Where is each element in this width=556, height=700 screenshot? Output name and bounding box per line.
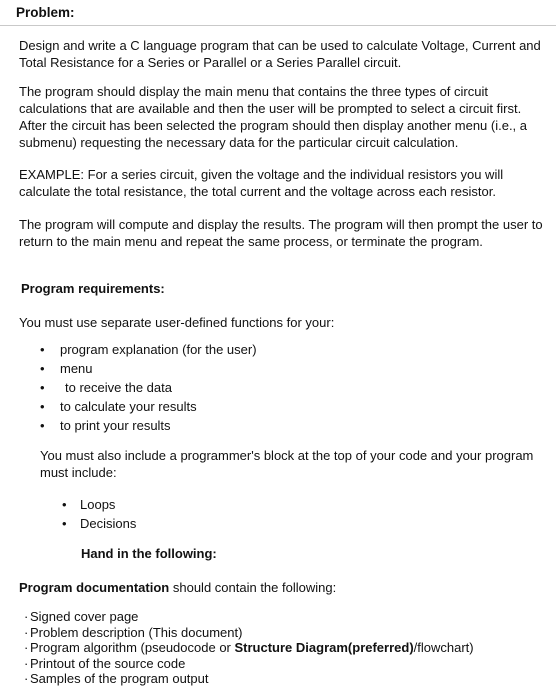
bullet-icon: · [24,671,29,686]
list-item: • menu [40,361,93,376]
list-item: · Program algorithm (pseudocode or Structure Diagram(preferred)/flowchart) [24,640,474,655]
requirements-heading: Program requirements: [21,281,165,296]
bullet-icon: · [24,655,29,671]
requirements-intro: You must use separate user-defined functions for your: [19,315,335,330]
function-list [40,340,500,435]
bullet-icon: • [40,399,45,414]
bullet-icon: • [62,497,67,512]
must-include-list [62,495,362,533]
bullet-icon: · [24,624,29,640]
paragraph-menu: The program should display the main menu that contains the three types of circuit calculations that are available and then the user will be prompted to select a circuit first. After the circuit has been selected the program should then display another menu (i.e., a submenu) requesting the necessary data for the particular circuit calculation. [19,84,528,150]
documentation-rest: should contain the following: [169,580,337,595]
list-item: · Signed cover page [24,609,139,624]
bullet-icon: · [24,609,29,624]
problem-heading: Problem: [16,5,75,20]
list-item: • to calculate your results [40,399,197,414]
bullet-icon: • [40,342,45,357]
list-item: · Samples of the program output [24,671,209,686]
documentation-list [24,609,544,687]
list-item: · Printout of the source code [24,655,186,671]
list-item: • to receive the data [40,380,172,395]
list-item: · Problem description (This document) [24,624,243,640]
bullet-icon: • [62,516,67,531]
documentation-line [19,579,336,596]
bullet-icon: • [40,361,45,376]
bullet-icon: • [40,418,45,433]
list-item: • to print your results [40,418,171,433]
hand-in-heading: Hand in the following: [81,546,217,561]
list-item: • Decisions [62,516,137,531]
list-item: • program explanation (for the user) [40,342,257,357]
bullet-icon: · [24,640,29,655]
paragraph-example: EXAMPLE: For a series circuit, given the voltage and the individual resistors you will calculate the total resistance, the total current and the voltage across each resistor. [19,167,504,199]
programmer-block-text: You must also include a programmer's block at the top of your code and your program must include: [40,448,534,480]
documentation-bold: Program documentation [19,580,170,595]
paragraph-task: Design and write a C language program that can be used to calculate Voltage, Current and Total Resistance for a Series or Parallel or a Series Parallel circuit. [19,38,541,70]
header-divider [0,25,556,26]
list-item: • Loops [62,497,116,512]
bullet-icon: • [40,380,45,395]
paragraph-compute: The program will compute and display the results. The program will then prompt the user to return to the main menu and repeat the same process, or terminate the program. [19,217,543,249]
